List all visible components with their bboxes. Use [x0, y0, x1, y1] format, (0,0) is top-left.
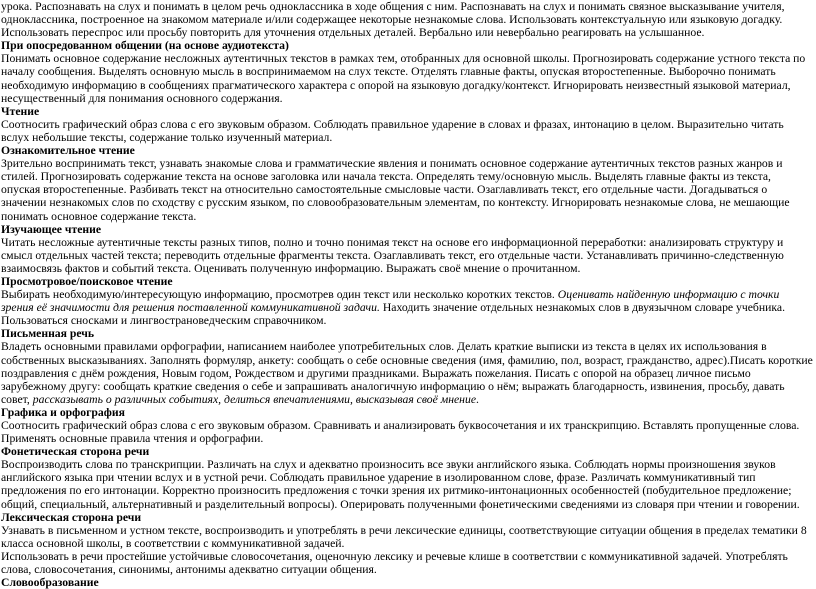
section-text-reading: Соотносить графический образ слова с его звуковым образом. Соблюдать правильное ударение в словах и фразах, интонацию в целом. Выразительно читать вслух небольшие тексты, содержание только изученный материал.	[1, 117, 784, 144]
section-text-lexis-2: Использовать в речи простейшие устойчивые словосочетания, оценочную лексику и речевые клише в соответствии с коммуникативной задачей. Употреблять слова, словосочетания, синонимы, антонимы адекватно ситуации общения.	[1, 549, 788, 577]
scanning-text-end: Находить значение отдельных незнакомых слов в двуязычном словаре учебника. Пользоваться сносками и лингвострановедческим справочником.	[1, 301, 785, 328]
section-heading-graphics: Графика и орфография	[1, 405, 125, 419]
document	[1, 0, 813, 589]
writing-text-end: .	[476, 392, 479, 406]
scanning-text-start: Выбирать необходимую/интересующую информацию, просмотрев один текст или несколько коротких текстов.	[1, 288, 558, 302]
section-heading-lexis: Лексическая сторона речи	[1, 510, 142, 524]
section-heading-reading: Чтение	[1, 104, 40, 118]
writing-text-italic: рассказывать о различных событиях, делиться впечатлениями, высказывая своё мнение	[32, 392, 477, 406]
writing-text-start: Владеть основными правилами орфографии, написанием наиболее употребительных слов. Делать краткие выписки из текста в целях их использования в собственных высказываниях. Заполнять формуляр, анкету: сообщать о себе основные сведения (имя, фамилию, пол, возраст, гражданство, адрес).Писать короткие поздравления с днём рождения, Новым годом, Рождеством и другими праздниками. Выражать пожелания. Писать с опорой на образец личное письмо зарубежному другу: сообщать краткие сведения о себе и запрашивать аналогичную информацию о нём; выражать благодарность, извинения, просьбу, давать совет,	[1, 340, 813, 406]
section-text-indirect-communication: Понимать основное содержание несложных аутентичных текстов в рамках тем, отобранных для основной школы. Прогнозировать содержание устного текста по началу сообщения. Выделять основную мысль в воспринимаемом на слух тексте. Отделять главные факты, опуская второстепенные. Выборочно понимать необходимую информацию в сообщениях прагматического характера с опорой на языковую догадку/контекст. Игнорировать неизвестный языковой материал, несущественный для понимания основного содержания.	[1, 52, 806, 105]
section-heading-study-reading: Изучающее чтение	[1, 222, 102, 236]
section-text-writing	[1, 340, 813, 405]
section-text-phonetics: Воспроизводить слова по транскрипции. Различать на слух и адекватно произносить все звуки английского языка. Соблюдать нормы произношения звуков английского языка при чтении вслух и в устной речи. Соблюдать правильное ударение в изолированном слове, фразе. Различать коммуникативный тип предложения по его интонации. Корректно произносить предложения с точки зрения их ритмико-интонационных особенностей (побудительное предложение; общий, специальный, альтернативный и разделительный вопросы). Оперировать полученными фонетическими сведениями из словаря при чтении и говорении.	[1, 458, 800, 511]
section-heading-introductory-reading: Ознакомительное чтение	[1, 144, 135, 158]
intro-paragraph: урока. Распознавать на слух и понимать в целом речь одноклассника в ходе общения с ним. Распознавать на слух и понимать связное высказывание учителя, одноклассника, построенное на знакомом материале и/или содержащее некоторые незнакомые слова. Использовать контекстуальную или языковую догадку. Использовать переспрос или просьбу повторить для уточнения отдельных деталей. Вербально или невербально реагировать на услышанное.	[1, 0, 785, 40]
section-text-graphics: Соотносить графический образ слова с его звуковым образом. Сравнивать и анализировать буквосочетания и их транскрипцию. Вставлять пропущенные слова. Применять основные правила чтения и орфографии.	[1, 419, 800, 446]
section-text-lexis-1: Узнавать в письменном и устном тексте, воспроизводить и употреблять в речи лексические единицы, соответствующие ситуации общения в пределах тематики 8 класса основной школы, в соответствии с коммуникативной задачей.	[1, 523, 807, 550]
section-heading-indirect-communication: При опосредованном общении (на основе аудиотекста)	[1, 39, 289, 53]
section-text-scanning-reading	[1, 288, 813, 327]
section-text-study-reading: Читать несложные аутентичные тексты разных типов, полно и точно понимая текст на основе его информационной переработки: анализировать структуру и смысл отдельных частей текста; переводить отдельные фрагменты текста. Озаглавливать текст, его отдельные части. Устанавливать причинно-следственную взаимосвязь фактов и событий текста. Оценивать полученную информацию. Выражать своё мнение о прочитанном.	[1, 235, 784, 275]
section-heading-writing: Письменная речь	[1, 327, 95, 341]
section-text-introductory-reading: Зрительно воспринимать текст, узнавать знакомые слова и грамматические явления и понимать основное содержание аутентичных текстов разных жанров и стилей. Прогнозировать содержание текста на основе заголовка или начала текста. Определять тему/основную мысль. Выделять главные факты из текста, опуская второстепенные. Разбивать текст на относительно самостоятельные смысловые части. Озаглавливать текст, его отдельные части. Догадываться о значении незнакомых слов по сходству с русским языком, по словообразовательным элементам, по контексту. Игнорировать незнакомые слова, не мешающие понимать основное содержание текста.	[1, 157, 790, 223]
section-heading-scanning-reading: Просмотровое/поисковое чтение	[1, 274, 173, 288]
section-heading-phonetics: Фонетическая сторона речи	[1, 445, 150, 459]
section-heading-word-formation: Словообразование	[1, 576, 99, 589]
scanning-text-italic: Оценивать найденную информацию с точки зрения её значимости для решения поставленной коммуникативной задачи.	[1, 288, 780, 315]
